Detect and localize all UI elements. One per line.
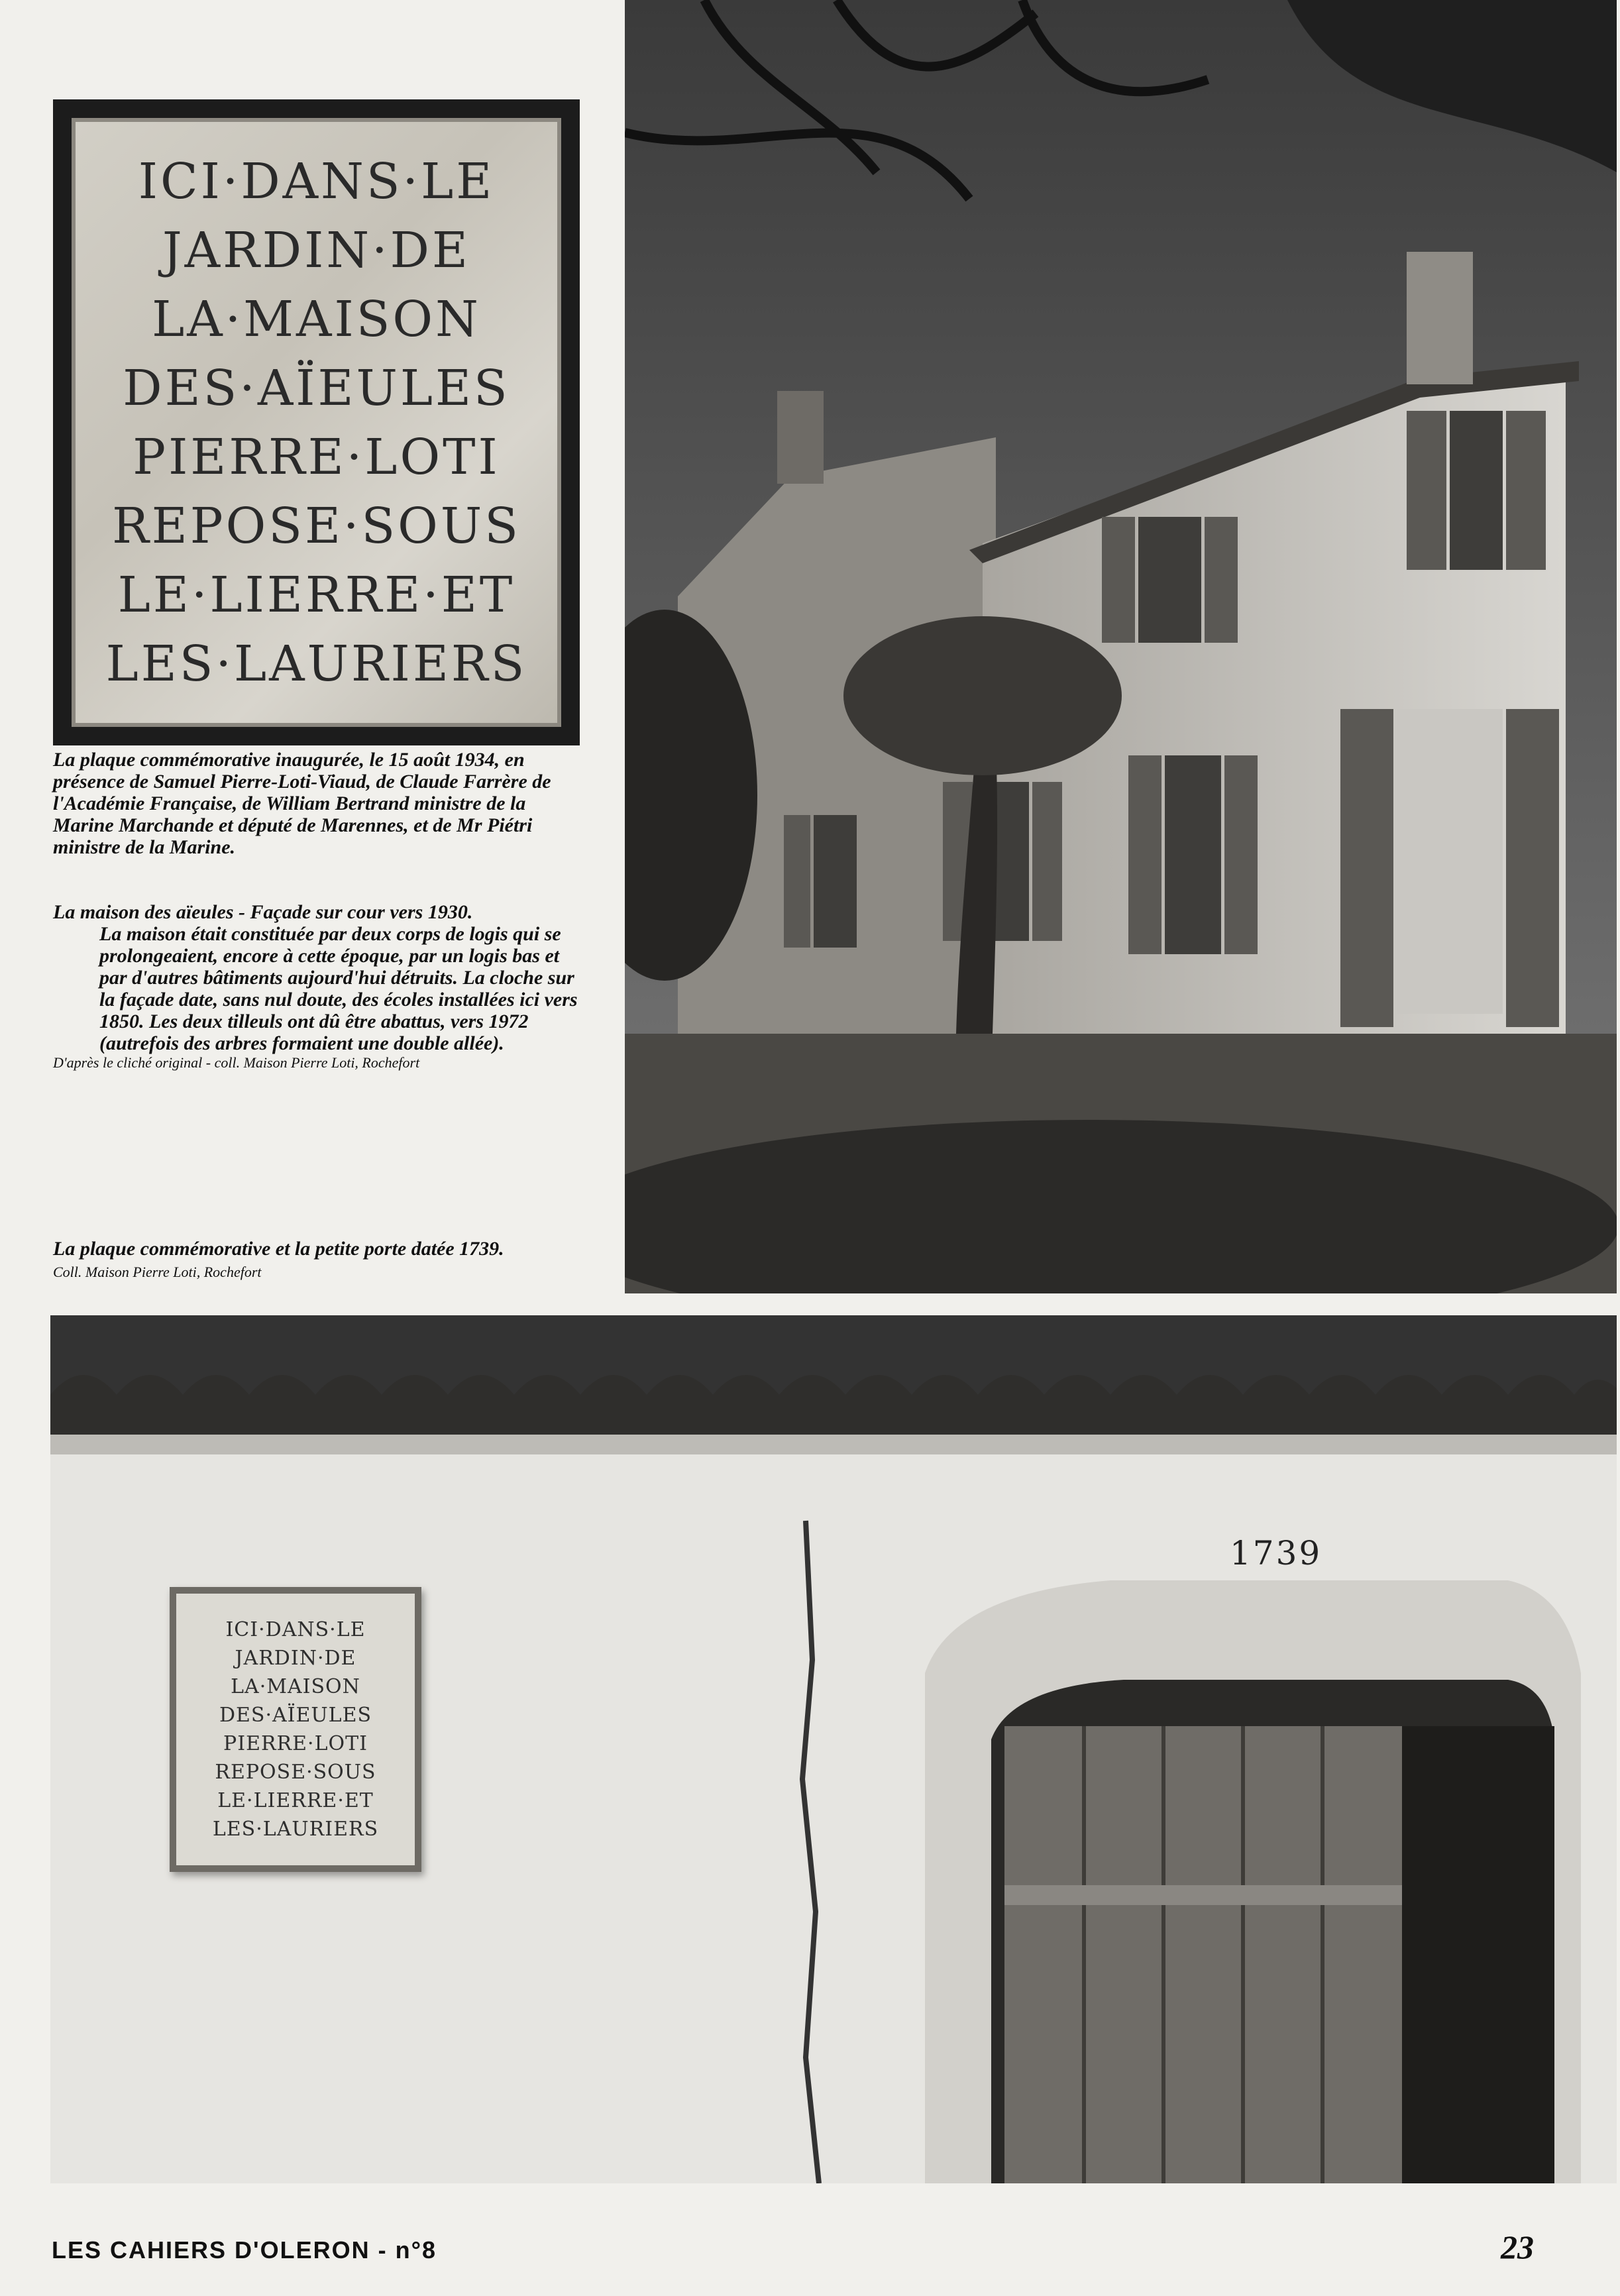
small-plaque-line: DES·AÏEULES (219, 1704, 372, 1727)
small-plaque-line: JARDIN·DE (235, 1647, 356, 1670)
page-number: 23 (1501, 2228, 1534, 2266)
plaque-line: REPOSE·SOUS (112, 497, 521, 555)
door-date: 1739 (1230, 1534, 1323, 1572)
small-plaque (170, 1587, 421, 1872)
journal-title: LES CAHIERS D'OLERON - n°8 (52, 2236, 437, 2264)
house-photo (625, 0, 1617, 1293)
plaque-stone (72, 118, 561, 727)
house-caption (53, 901, 583, 1071)
wall-caption (53, 1238, 583, 1281)
wall-photo (50, 1315, 1617, 2183)
plaque-line: LE·LIERRE·ET (117, 566, 515, 624)
small-plaque-line: LES·LAURIERS (212, 1818, 379, 1841)
plaque-photo (53, 99, 580, 745)
plaque-line: LA·MAISON (152, 290, 481, 348)
plaque-line: DES·AÏEULES (123, 359, 510, 417)
house-caption-credit: D'après le cliché original - coll. Maison Pierre Loti, Rochefort (53, 1054, 420, 1071)
small-plaque-line: PIERRE·LOTI (223, 1732, 368, 1755)
small-plaque-line: LA·MAISON (231, 1675, 360, 1698)
plaque-line: PIERRE·LOTI (133, 428, 500, 486)
small-plaque-line: REPOSE·SOUS (215, 1761, 376, 1784)
plaque-line: JARDIN·DE (162, 221, 470, 279)
plaque-caption: La plaque commémorative inaugurée, le 15 août 1934, en présence de Samuel Pierre-Loti-Viaud, de Claude Farrère de l'Académie Française, de William Bertrand ministre de la Marine Marchande et député de Marennes, et de Mr Piétri ministre de la Marine. (53, 749, 551, 858)
wall-caption-title: La plaque commémorative et la petite porte datée 1739. (53, 1238, 504, 1260)
plaque-line: ICI·DANS·LE (138, 152, 495, 210)
house-caption-title: La maison des aïeules - Façade sur cour vers 1930. (53, 901, 473, 923)
small-plaque-line: ICI·DANS·LE (225, 1618, 366, 1641)
plaque-line: LES·LAURIERS (105, 635, 527, 692)
house-caption-text: La maison était constituée par deux corps de logis qui se prolongeaient, encore à cette époque, par un logis bas et par d'autres bâtiments aujourd'hui détruits. La cloche sur la façade date, sans nul doute, des écoles installées ici vers 1850. Les deux tilleuls ont dû être abattus, vers 1972 (autrefois des arbres formaient une double allée). (99, 923, 578, 1054)
house-illustration (625, 0, 1617, 1293)
wall-caption-credit: Coll. Maison Pierre Loti, Rochefort (53, 1264, 262, 1280)
small-plaque-line: LE·LIERRE·ET (217, 1789, 374, 1812)
